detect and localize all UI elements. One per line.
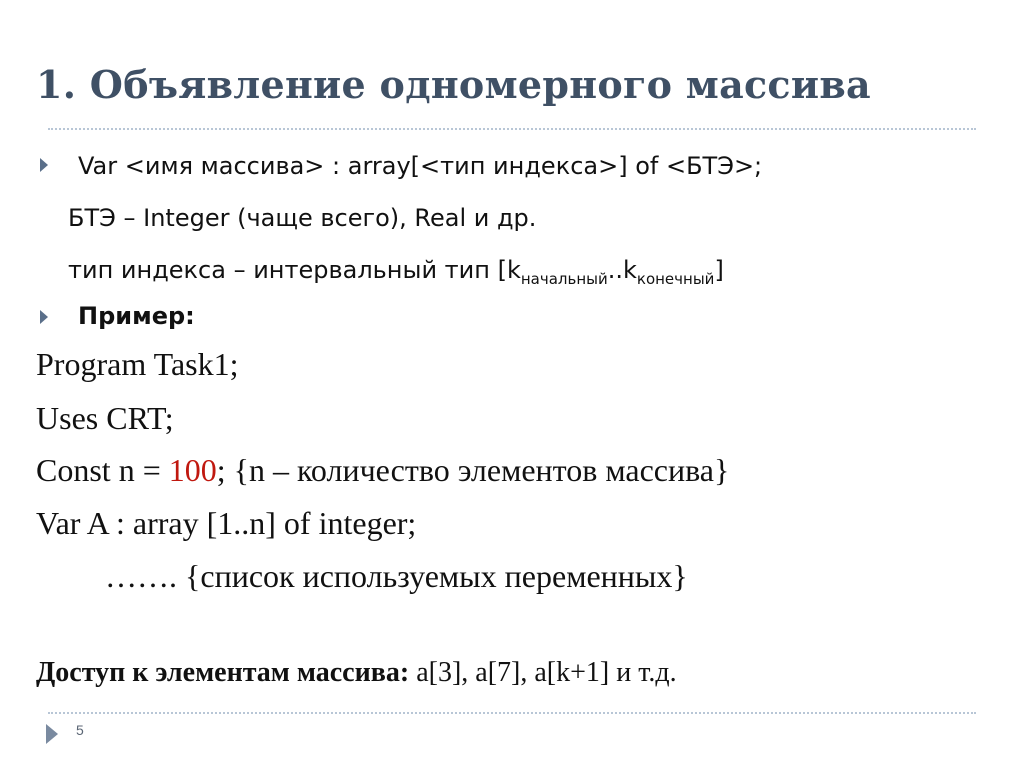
code-line-uses: Uses CRT; [36,400,174,436]
page-number: 5 [76,722,84,738]
code-line-program: Program Task1; [36,346,239,382]
index-end-subscript: конечный [636,270,715,288]
const-comment: ; {n – количество элементов массива} [216,452,730,488]
access-examples: a[3], a[7], a[k+1] и т.д. [409,657,677,688]
bte-description: БТЭ – Integer (чаще всего), Real и др. [68,204,537,232]
bullet-arrow-icon [40,158,48,172]
index-type-suffix: ] [714,256,724,284]
footer-arrow-icon [46,724,58,744]
slide-title: 1. Объявление одномерного массива [36,62,871,107]
code-line-const [36,452,729,489]
bullet-arrow-icon [40,310,48,324]
footer-divider [48,712,976,714]
declaration-syntax: Var <имя массива> : array[<тип индекса>] of <БТЭ>; [78,152,763,180]
index-type-description [68,256,724,288]
const-value: 100 [168,452,217,488]
code-line-var: Var A : array [1..n] of integer; [36,505,417,541]
title-divider [48,128,976,130]
access-label: Доступ к элементам массива: [36,657,410,688]
access-description [36,657,677,689]
index-type-prefix: тип индекса – интервальный тип [k [68,256,521,284]
example-label: Пример: [78,302,195,330]
code-line-variables-comment: ……. {список используемых переменных} [105,558,688,594]
const-prefix: Const n = [36,452,169,488]
index-start-subscript: начальный [520,270,608,288]
index-type-range: ..k [607,256,637,284]
